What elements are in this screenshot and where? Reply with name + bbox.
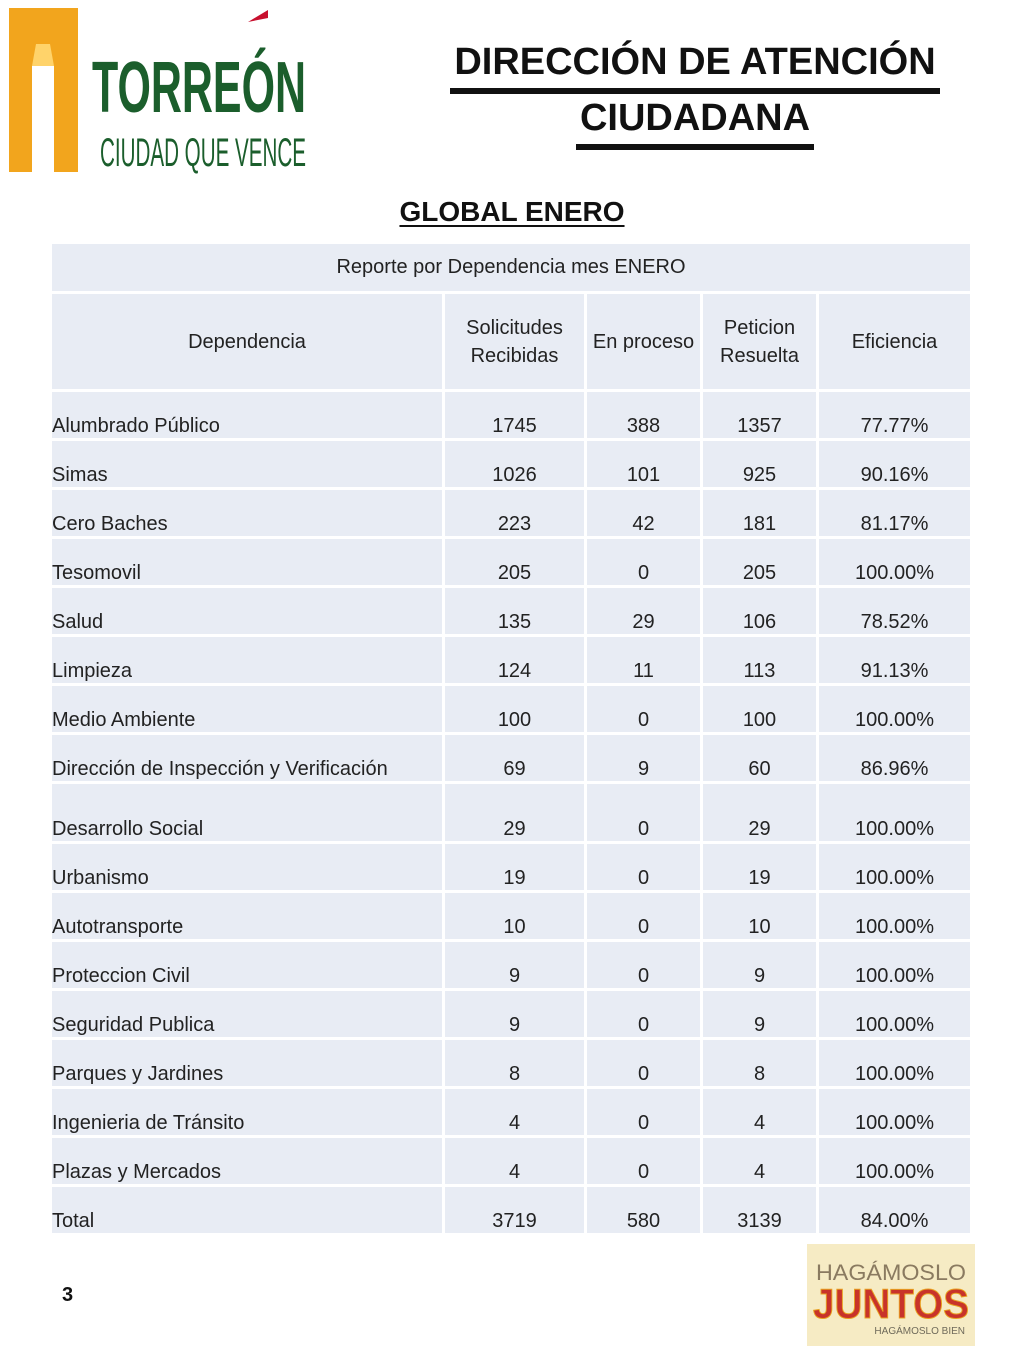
table-row	[52, 392, 970, 441]
cell-recibidas: 9	[445, 942, 587, 991]
table-row	[52, 637, 970, 686]
table-row	[52, 1040, 970, 1089]
table-row	[52, 441, 970, 490]
table-row	[52, 588, 970, 637]
table-header-row	[52, 294, 970, 392]
cell-recibidas: 205	[445, 539, 587, 588]
cell-resuelta: 29	[703, 784, 819, 844]
cell-en-proceso: 0	[587, 1089, 703, 1138]
cell-eficiencia: 78.52%	[819, 588, 970, 637]
table-title-row	[52, 244, 970, 294]
cell-dependencia: Total	[52, 1187, 445, 1236]
cell-dependencia: Dirección de Inspección y Verificación	[52, 735, 445, 784]
cell-dependencia: Alumbrado Público	[52, 392, 445, 441]
cell-recibidas: 9	[445, 991, 587, 1040]
cell-en-proceso: 9	[587, 735, 703, 784]
col-header-solicitudes-line1: Solicitudes	[466, 316, 563, 339]
hagamoslo-bien-text: HAGÁMOSLO BIEN	[874, 1326, 965, 1337]
report-table	[52, 244, 970, 1236]
cell-eficiencia: 81.17%	[819, 490, 970, 539]
col-header-peticion	[703, 294, 819, 392]
cell-resuelta: 19	[703, 844, 819, 893]
col-header-en-proceso: En proceso	[587, 294, 703, 392]
table-row	[52, 893, 970, 942]
cell-recibidas: 3719	[445, 1187, 587, 1236]
cell-eficiencia: 100.00%	[819, 893, 970, 942]
col-header-solicitudes-line2: Recibidas	[470, 344, 559, 367]
cell-recibidas: 8	[445, 1040, 587, 1089]
cell-eficiencia: 100.00%	[819, 686, 970, 735]
cell-en-proceso: 0	[587, 686, 703, 735]
cell-eficiencia: 100.00%	[819, 942, 970, 991]
cell-resuelta: 60	[703, 735, 819, 784]
hagamoslo-juntos-logo	[807, 1244, 975, 1346]
cell-en-proceso: 0	[587, 844, 703, 893]
torreon-logo	[6, 4, 451, 176]
cell-recibidas: 4	[445, 1089, 587, 1138]
cell-resuelta: 9	[703, 991, 819, 1040]
cell-dependencia: Autotransporte	[52, 893, 445, 942]
cell-dependencia: Urbanismo	[52, 844, 445, 893]
table-row	[52, 784, 970, 844]
table-title: Reporte por Dependencia mes ENERO	[52, 244, 970, 294]
cell-eficiencia: 77.77%	[819, 392, 970, 441]
cell-en-proceso: 0	[587, 991, 703, 1040]
juntos-text: JUNTOS	[813, 1280, 969, 1327]
cell-resuelta: 100	[703, 686, 819, 735]
cell-dependencia: Proteccion Civil	[52, 942, 445, 991]
table-row	[52, 735, 970, 784]
cell-recibidas: 4	[445, 1138, 587, 1187]
cell-resuelta: 205	[703, 539, 819, 588]
cell-en-proceso: 0	[587, 942, 703, 991]
cell-eficiencia: 100.00%	[819, 784, 970, 844]
table-row	[52, 490, 970, 539]
cell-resuelta: 1357	[703, 392, 819, 441]
cell-en-proceso: 0	[587, 893, 703, 942]
cell-eficiencia: 100.00%	[819, 539, 970, 588]
cell-eficiencia: 100.00%	[819, 1040, 970, 1089]
cell-eficiencia: 100.00%	[819, 1089, 970, 1138]
cell-dependencia: Cero Baches	[52, 490, 445, 539]
cell-dependencia: Tesomovil	[52, 539, 445, 588]
col-header-peticion-line2: Resuelta	[720, 344, 799, 367]
cell-eficiencia: 91.13%	[819, 637, 970, 686]
cell-resuelta: 8	[703, 1040, 819, 1089]
cell-en-proceso: 0	[587, 1138, 703, 1187]
cell-recibidas: 1745	[445, 392, 587, 441]
cell-recibidas: 223	[445, 490, 587, 539]
cell-resuelta: 10	[703, 893, 819, 942]
col-header-dependencia: Dependencia	[52, 294, 445, 392]
cell-recibidas: 29	[445, 784, 587, 844]
cell-resuelta: 3139	[703, 1187, 819, 1236]
col-header-eficiencia: Eficiencia	[819, 294, 970, 392]
torreon-wordmark: TORREÓN	[92, 48, 451, 128]
cell-en-proceso: 42	[587, 490, 703, 539]
cell-eficiencia: 86.96%	[819, 735, 970, 784]
table-row	[52, 942, 970, 991]
cell-eficiencia: 90.16%	[819, 441, 970, 490]
table-row	[52, 991, 970, 1040]
cell-resuelta: 181	[703, 490, 819, 539]
cell-recibidas: 10	[445, 893, 587, 942]
cell-recibidas: 135	[445, 588, 587, 637]
report-subtitle: GLOBAL ENERO	[399, 196, 625, 227]
cell-eficiencia: 100.00%	[819, 1138, 970, 1187]
torreon-tagline: CIUDAD QUE VENCE	[100, 131, 306, 175]
cell-dependencia: Ingenieria de Tránsito	[52, 1089, 445, 1138]
table-row	[52, 539, 970, 588]
cell-en-proceso: 0	[587, 784, 703, 844]
cell-en-proceso: 29	[587, 588, 703, 637]
cell-resuelta: 9	[703, 942, 819, 991]
cell-recibidas: 100	[445, 686, 587, 735]
cell-en-proceso: 580	[587, 1187, 703, 1236]
cell-resuelta: 4	[703, 1138, 819, 1187]
table-row	[52, 1187, 970, 1236]
cell-recibidas: 124	[445, 637, 587, 686]
cell-resuelta: 925	[703, 441, 819, 490]
table-row	[52, 844, 970, 893]
cell-eficiencia: 100.00%	[819, 844, 970, 893]
cell-recibidas: 19	[445, 844, 587, 893]
table-row	[52, 1089, 970, 1138]
hagamoslo-top-text: HAGÁMOSLO	[816, 1260, 966, 1285]
cell-dependencia: Limpieza	[52, 637, 445, 686]
col-header-peticion-line1: Peticion	[723, 316, 796, 339]
cell-resuelta: 4	[703, 1089, 819, 1138]
cell-en-proceso: 0	[587, 1040, 703, 1089]
page-heading	[440, 38, 950, 150]
cell-dependencia: Parques y Jardines	[52, 1040, 445, 1089]
cell-resuelta: 106	[703, 588, 819, 637]
cell-dependencia: Plazas y Mercados	[52, 1138, 445, 1187]
heading-line-1: DIRECCIÓN DE ATENCIÓN	[450, 38, 939, 94]
table-row	[52, 1138, 970, 1187]
heading-line-2: CIUDADANA	[576, 94, 814, 150]
table-row	[52, 686, 970, 735]
cell-en-proceso: 0	[587, 539, 703, 588]
cell-resuelta: 113	[703, 637, 819, 686]
page-number: 3	[62, 1284, 74, 1306]
cell-dependencia: Medio Ambiente	[52, 686, 445, 735]
cell-dependencia: Simas	[52, 441, 445, 490]
cell-recibidas: 1026	[445, 441, 587, 490]
cell-en-proceso: 11	[587, 637, 703, 686]
cell-dependencia: Salud	[52, 588, 445, 637]
cell-eficiencia: 84.00%	[819, 1187, 970, 1236]
col-header-solicitudes	[445, 294, 587, 392]
cell-recibidas: 69	[445, 735, 587, 784]
cell-en-proceso: 101	[587, 441, 703, 490]
cell-dependencia: Seguridad Publica	[52, 991, 445, 1040]
cell-dependencia: Desarrollo Social	[52, 784, 445, 844]
cell-eficiencia: 100.00%	[819, 991, 970, 1040]
cell-en-proceso: 388	[587, 392, 703, 441]
